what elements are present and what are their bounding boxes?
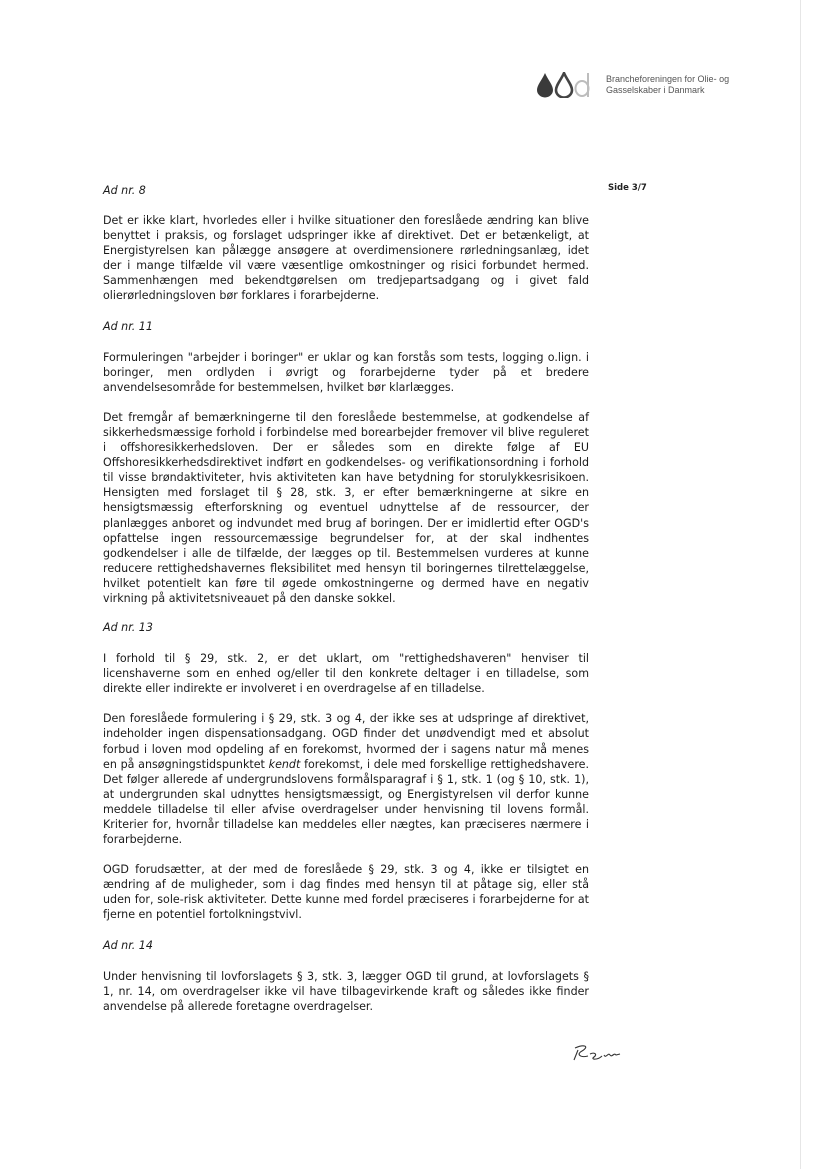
paragraph: Det fremgår af bemærkningerne til den foreslåede bestemmelse, at godkendelse af sikkerhedsmæssige forhold i forbindelse med borearbejder fremover vil blive reguleret i offshoresikkerhedsloven. Der er således som en direkte følge af EU Offshoresikkerhedsdirektivet indført en godkendelses- og verifikationsordning i forhold til visse brøndaktiviteter, hvis aktiviteten kan have betydning for storulykkesrisikoen. Hensigten med forslaget til § 28, stk. 3, er efter bemærkningerne at sikre en hensigtsmæssig efterforskning og eventuel udnyttelse af de ressourcer, der planlægges anboret og indvundet med brug af boringen. Der er imidlertid efter OGD's opfattelse ingen ressourcemæssige begrundelser for, at der skal indhentes godkendelser i alle de tilfælde, der lægges op til. Bestemmelsen vurderes at kunne reducere rettighedshavernes fleksibilitet med hensyn til boringernes tilrettelæggelse, hvilket potentielt kan føre til øgede omkostningerne og dermed have en negativ virkning på aktivitetsniveauet på den danske sokkel. <box>103 410 589 605</box>
emphasis-kendt: kendt <box>268 757 301 771</box>
section-heading: Ad nr. 14 <box>103 938 153 952</box>
paragraph: Under henvisning til lovforslagets § 3, stk. 3, lægger OGD til grund, at lovforslagets § 1, nr. 14, om overdragelser ikke vil have tilbagevirkende kraft og således ikke finder anvendelse på allerede foretagne overdragelser. <box>103 969 589 1013</box>
oil-drop-logo-icon <box>536 72 596 98</box>
page-edge <box>800 0 801 1169</box>
paragraph: OGD forudsætter, at der med de foreslåede § 29, stk. 3 og 4, ikke er tilsigtet en ændring af de muligheder, som i dag findes med hensyn til at påtage sig, eller stå uden for, sole-risk aktiviteter. Dette kunne med fordel præciseres i forarbejderne for at fjerne en potentiel fortolkningstvivl. <box>103 863 589 922</box>
section-heading: Ad nr. 13 <box>103 621 153 635</box>
paragraph <box>103 711 589 847</box>
paragraph: Formuleringen "arbejder i boringer" er uklar og kan forstås som tests, logging o.lign. i boringer, men ordlyden i øvrigt og forarbejderne tyder på et bredere anvendelsesområde for bestemmelsen, hvilket bør klarlægges. <box>103 350 589 394</box>
paragraph-text: forekomst, i dele med forskellige rettighedshavere. Det følger allerede af undergrundslovens formålsparagraf i § 1, stk. 1 (og § 10, stk. 1), at undergrunden skal udnyttes hensigtsmæssigt, og Energistyrelsen vil derfor kunne meddele tilladelse til eller afvise overdragelser under henvisning til lovens formål. Kriterier for, hvornår tilladelse kan meddeles eller nægtes, kan præciseres nærmere i forarbejderne. <box>103 757 589 847</box>
paragraph: I forhold til § 29, stk. 2, er det uklart, om "rettighedshaveren" henviser til licenshaverne som en enhed og/eller til den konkrete deltager i en tilladelse, som direkte eller indirekte er involveret i en overdragelse af en tilladelse. <box>103 652 589 696</box>
document-body <box>103 183 589 1014</box>
paragraph-text: Den foreslåede formulering i § 29, stk. 3 og 4, der ikke ses at udspringe af direktivet, indeholder ingen dispensationsadgang. OGD finder det unødvendigt med et absolut forbud i loven mod opdeling af en forekomst, hvormed der i sagens natur må menes en på ansøgningstidspunktet <box>103 712 589 771</box>
section-heading: Ad nr. 11 <box>103 319 153 333</box>
org-logo <box>536 72 729 98</box>
org-name-line2: Gasselskaber i Danmark <box>606 85 705 95</box>
org-name-line1: Brancheforeningen for Olie- og <box>606 74 730 84</box>
paragraph: Det er ikke klart, hvorledes eller i hvilke situationer den foreslåede ændring kan blive benyttet i praksis, og forslaget udspringer ikke af direktivet. Det er betænkeligt, at Energistyrelsen kan pålægge ansøgere at overdimensionere rørledningsanlæg, idet der i mange tilfælde vil være væsentlige omkostninger og risici forbundet hermed. Sammenhængen med bekendtgørelsen om tredjepartsadgang og i givet fald olierørledningsloven bør forklares i forarbejderne. <box>103 214 589 303</box>
handwritten-initials-signature <box>572 1042 624 1064</box>
section-heading: Ad nr. 8 <box>103 184 146 197</box>
page-number: Side 3/7 <box>608 183 647 193</box>
